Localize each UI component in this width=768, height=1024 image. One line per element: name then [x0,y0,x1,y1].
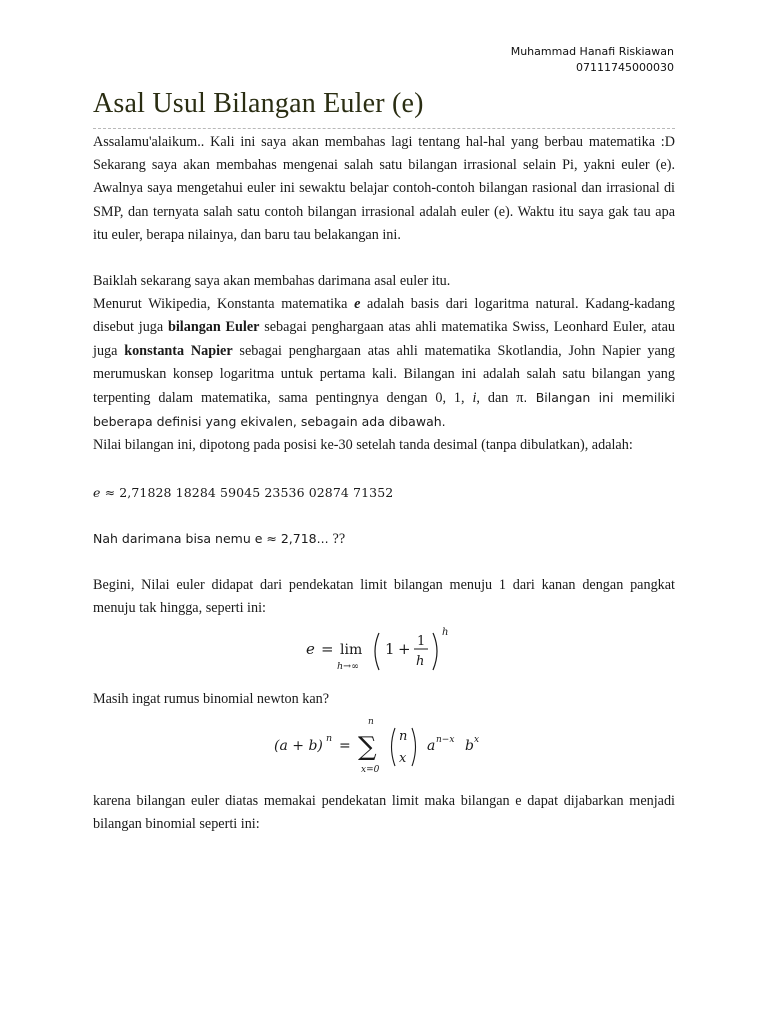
svg-text:e: e [306,640,315,659]
svg-text:n: n [326,732,333,744]
svg-text:lim: lim [340,642,363,659]
svg-text:x: x [474,734,480,745]
page-title: Asal Usul Bilangan Euler (e) [93,88,424,119]
svg-text:∑: ∑ [358,731,377,762]
svg-text:1: 1 [385,640,395,659]
e-value: e ≈ 2,71828 18284 59045 23536 02874 71352 [93,484,394,500]
svg-text:n: n [368,716,374,727]
expansion-paragraph: karena bilangan euler diatas memakai pendekatan limit maka bilangan e dapat dijabarkan menjadi bilangan binomial seperti ini: [93,792,675,832]
definition-paragraph: Menurut Wikipedia, Konstanta matematika e adalah basis dari logaritma natural. Kadang-kadang disebut juga bilangan Euler sebagai penghargaan atas ahli matematika Swiss, Leonhard Euler, atau juga konstanta Napier sebagai penghargaan atas ahli matematika Skotlandia, John Napier yang merumuskan konsep logaritma untuk pertama kali. Bilangan ini adalah salah satu bilangan yang terpenting dalam matematika, sama pentingnya dengan 0, 1, i, dan π. Bilangan ini memiliki beberapa definisi yang ekivalen, sebagain ada dibawah. [93,296,675,430]
limit-intro-paragraph: Begini, Nilai euler didapat dari pendekatan limit bilangan menuju 1 dari kanan dengan pangkat menuju tak hingga, seperti ini: [93,577,675,617]
svg-text:n: n [399,728,408,744]
page-header [511,44,674,76]
intro-paragraph: Assalamu'alaikum.. Kali ini saya akan membahas lagi tentang hal-hal yang berbau matematika :D Sekarang saya akan membahas mengenai salah satu bilangan irrasional selain Pi, yakni euler (e). Awalnya saya mengetahui euler ini sewaktu belajar contoh-contoh bilangan rasional dan irrasional di SMP, dan ternyata salah satu contoh bilangan irrasional adalah euler (e). Waktu itu saya gak tau apa itu euler, berapa nilainya, dan baru tau belakangan ini. [93,134,675,243]
limit-formula [93,620,675,676]
svg-text:h: h [442,627,449,639]
binomial-formula [93,712,675,778]
svg-text:a: a [427,737,436,754]
svg-text:n−x: n−x [436,734,455,745]
truncation-paragraph: Nilai bilangan ini, dipotong pada posisi ke-30 setelah tanda desimal (tanpa dibulatkan), adalah: [93,437,633,454]
svg-text:(a + b): (a + b) [274,737,323,754]
limit-formula-graphic [284,620,484,676]
author-name: Muhammad Hanafi Riskiawan [510,45,674,58]
binomial-intro-paragraph: Masih ingat rumus binomial newton kan? [93,691,330,708]
student-id: 07111745000030 [576,61,674,74]
question-paragraph: Nah darimana bisa nemu e ≈ 2,718... ?? [93,530,346,547]
transition-paragraph: Baiklah sekarang saya akan membahas darimana asal euler itu. [93,273,451,290]
svg-text:=: = [339,737,351,754]
svg-text:h: h [416,654,425,670]
svg-text:+: + [398,640,411,659]
svg-text:x: x [399,750,407,766]
svg-text:=: = [321,640,334,659]
e-symbol: e [354,296,361,313]
binomial-formula-graphic [264,712,504,778]
article-body [93,131,675,836]
term-bilangan-euler: bilangan Euler [167,319,260,336]
title-divider [93,128,675,129]
svg-text:b: b [465,737,474,754]
svg-text:1: 1 [417,634,426,650]
svg-text:h→∞: h→∞ [337,661,359,673]
wikipedia-link[interactable]: Wikipedia [148,296,207,313]
svg-text:x=0: x=0 [361,764,380,775]
term-konstanta-napier: konstanta Napier [124,342,233,359]
